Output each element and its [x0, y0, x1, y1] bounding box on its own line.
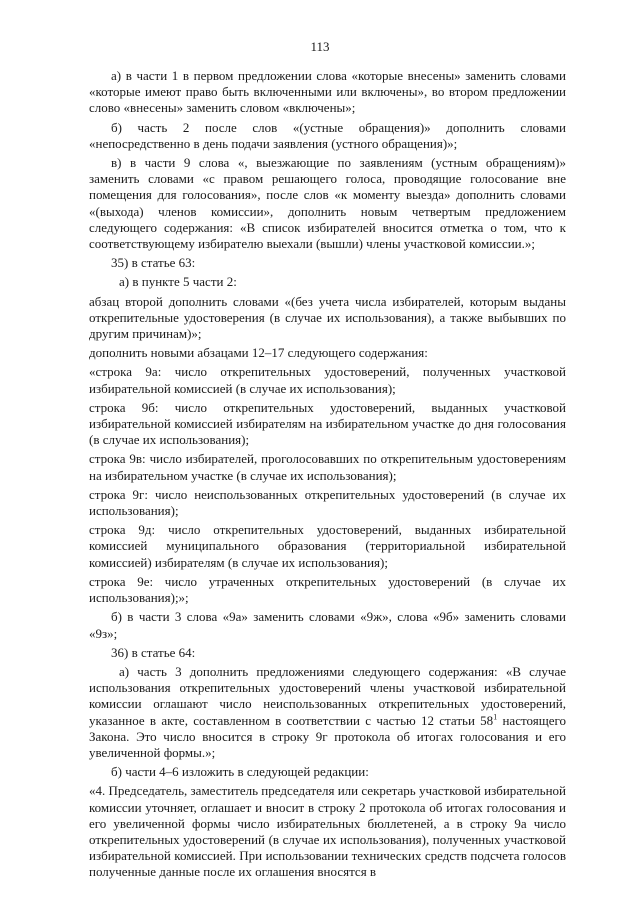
paragraph-text: строка 9б: число открепительных удостоверений, выданных участковой избирательной комиссией избирателям на избирательном участке до дня голосования (в случае их использования);: [89, 399, 566, 448]
paragraph-text: а) в части 1 в первом предложении слова «которые внесены» заменить словами «которые имеют право быть включенными или включены», во втором предложении слово «внесены» заменить словом «включены»;: [89, 68, 566, 116]
paragraph: [89, 345, 566, 361]
paragraph: [89, 68, 566, 117]
paragraph: [89, 664, 566, 761]
paragraph: [89, 120, 566, 152]
paragraph: [89, 764, 566, 780]
paragraph-text: а) часть 3 дополнить предложениями следующего содержания: «В случае использования открепительных удостоверений члены участковой избирательной комиссии оглашают число неиспользованных открепительных удостоверений, указанное в акте, составленном в соответствии с частью 12 статьи 58: [89, 663, 566, 728]
paragraph-text: б) в части 3 слова «9а» заменить словами «9ж», слова «9б» заменить словами «9з»;: [89, 609, 566, 641]
paragraph-text: абзац второй дополнить словами «(без учета числа избирателей, которым выданы открепительные удостоверения (в случае их использования), а также выбывших по другим причинам)»;: [89, 293, 566, 342]
paragraph-text: 35) в статье 63:: [111, 255, 196, 271]
paragraph: [89, 451, 566, 483]
paragraph-text: 36) в статье 64:: [111, 644, 196, 660]
paragraph-text: строка 9г: число неиспользованных открепительных удостоверений (в случае их использования);: [89, 486, 566, 519]
paragraph-text: в) в части 9 слова «, выезжающие по заявлениям (устным обращениям)» заменить словами «с правом решающего голоса, проводящие голосование вне помещения для голосования», после слов «к моменту выезда» дополнить словами «(выхода) членов комиссии», дополнить новым четвертым предложением следующего содержания: «В список избирателей вносится отметка о том, что к соответствующему избирателю выехали (вышли) члены участковой комиссии.»;: [89, 155, 566, 252]
document-body: [89, 68, 566, 884]
paragraph-text-tail: настоящего Закона. Это число вносится в строку 9г протокола об итогах голосования и его увеличенной формы.»;: [89, 712, 566, 760]
paragraph-text: «4. Председатель, заместитель председателя или секретарь участковой избирательной комиссии уточняет, оглашает и вносит в строку 2 протокола об итогах голосования и его увеличенной формы число избирательных бюллетеней, а в строку 9а число открепительных удостоверений (в случае их использования), полученных участковой избирательной комиссией. При использовании технических средств подсчета голосов полученные данные после их оглашения вносятся в: [89, 783, 566, 880]
paragraph-text: а) в пункте 5 части 2:: [119, 274, 237, 290]
paragraph: [89, 487, 566, 519]
paragraph: [89, 294, 566, 343]
paragraph: [89, 645, 566, 661]
paragraph: [89, 364, 566, 396]
paragraph-text: строка 9д: число открепительных удостоверений, выданных избирательной комиссией муниципального образования (территориальной избирательной комиссией) избирателям (в случае их использования);: [89, 522, 566, 570]
paragraph: [89, 255, 566, 271]
paragraph-text: дополнить новыми абзацами 12–17 следующего содержания:: [89, 345, 428, 361]
page-number: 113: [310, 39, 330, 54]
paragraph: [89, 609, 566, 641]
paragraph: [89, 574, 566, 606]
paragraph-text: «строка 9а: число открепительных удостоверений, полученных участковой избирательной комиссией (в случае их использования);: [89, 364, 566, 396]
paragraph: [89, 783, 566, 880]
paragraph: [89, 274, 566, 290]
paragraph: [89, 522, 566, 571]
paragraph-text: б) части 4–6 изложить в следующей редакции:: [111, 764, 369, 780]
paragraph: [89, 155, 566, 252]
paragraph-text: строка 9е: число утраченных открепительных удостоверений (в случае их использования);»;: [89, 573, 566, 606]
paragraph-text: б) часть 2 после слов «(устные обращения)» дополнить словами «непосредственно в день подачи заявления (устного обращения)»;: [89, 119, 566, 151]
paragraph-text: строка 9в: число избирателей, проголосовавших по открепительным удостоверениям на избирательном участке (в случае их использования);: [89, 451, 566, 483]
paragraph: [89, 400, 566, 449]
superscript: 1: [493, 712, 498, 722]
